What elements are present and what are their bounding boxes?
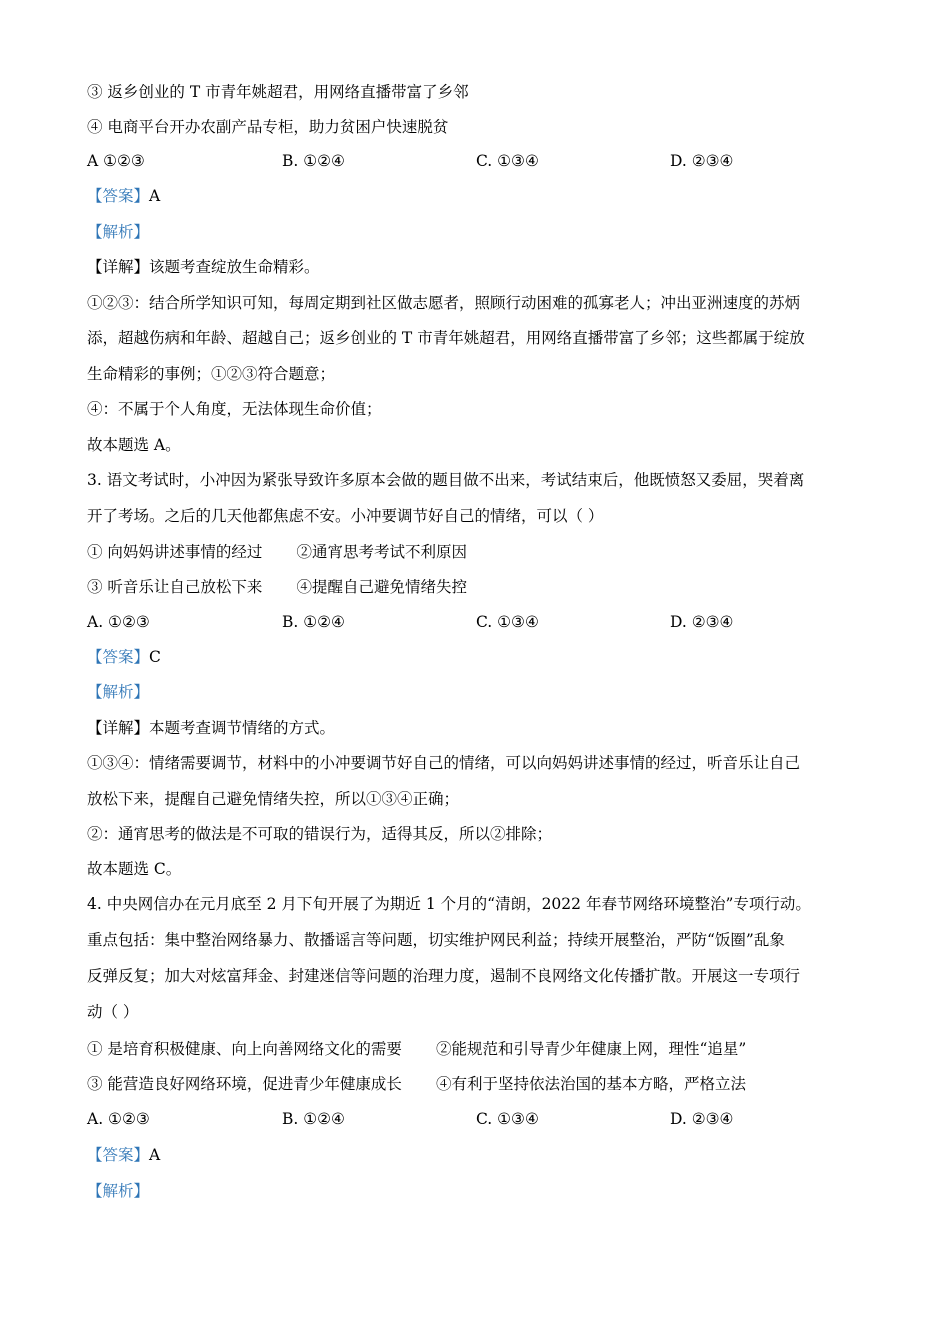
q2-item-4: ④ 电商平台开办农副产品专柜，助力贫困户快速脱贫 [87, 118, 449, 136]
q4-option-d: D. ②③④ [670, 1110, 734, 1128]
q2-detail: 该题考查绽放生命精彩。 [149, 258, 320, 276]
q2-option-d: D. ②③④ [670, 152, 734, 170]
q2-option-c: C. ①③④ [476, 152, 539, 170]
q4-answer-line [87, 1144, 160, 1166]
q2-explanation-1-line-3: 生命精彩的事例；①②③符合题意； [87, 365, 336, 383]
q3-detail: 本题考查调节情绪的方式。 [149, 719, 336, 737]
q4-stem-line-1: 4. 中央网信办在元月底至 2 月下旬开展了为期近 1 个月的“清朗，2022 年春节网络环境整治”专项行动。 [87, 895, 811, 913]
q2-answer: A [149, 187, 161, 205]
q4-stem-line-2: 重点包括：集中整治网络暴力、散播谣言等问题，切实维护网民利益；持续开展整治，严防“饭圈”乱象 [87, 931, 785, 949]
q2-answer-line [87, 185, 160, 207]
q3-explanation-1-line-2: 放松下来，提醒自己避免情绪失控，所以①③④正确； [87, 790, 460, 808]
q4-analysis-tag: 【解析】 [87, 1182, 150, 1200]
detail-tag: 【详解】 [87, 719, 150, 737]
detail-tag: 【详解】 [87, 258, 150, 276]
q3-option-b: B. ①②④ [282, 613, 345, 631]
q4-item-1: ① 是培育积极健康、向上向善网络文化的需要 [87, 1040, 402, 1058]
q3-items-row-1 [87, 541, 467, 563]
q2-conclusion: 故本题选 A。 [87, 436, 181, 454]
q2-detail-line [87, 256, 320, 278]
q4-stem-line-4: 动（ ） [87, 1003, 139, 1021]
q3-detail-line [87, 717, 335, 739]
q2-analysis-tag: 【解析】 [87, 223, 150, 241]
q2-item-3: ③ 返乡创业的 T 市青年姚超君，用网络直播带富了乡邻 [87, 83, 469, 101]
q4-item-2: ②能规范和引导青少年健康上网，理性“追星” [435, 1040, 747, 1058]
q3-item-1: ① 向妈妈讲述事情的经过 [87, 543, 263, 561]
q4-item-3: ③ 能营造良好网络环境，促进青少年健康成长 [87, 1075, 402, 1093]
answer-tag: 【答案】 [87, 648, 150, 666]
q4-items-row-2 [87, 1073, 746, 1095]
q4-item-4: ④有利于坚持依法治国的基本方略，严格立法 [435, 1075, 746, 1093]
q2-option-a: A ①②③ [87, 152, 145, 170]
q3-stem-line-2: 开了考场。之后的几天他都焦虑不安。小冲要调节好自己的情绪，可以（ ） [87, 507, 604, 525]
q3-answer-line [87, 646, 161, 668]
q3-explanation-2: ②：通宵思考的做法是不可取的错误行为，适得其反，所以②排除； [87, 825, 553, 843]
q3-option-c: C. ①③④ [476, 613, 539, 631]
q4-stem-line-3: 反弹反复；加大对炫富拜金、封建迷信等问题的治理力度，遏制不良网络文化传播扩散。开展这一专项行 [87, 967, 801, 985]
q3-item-4: ④提醒自己避免情绪失控 [296, 578, 467, 596]
answer-tag: 【答案】 [87, 1146, 150, 1164]
q3-explanation-1-line-1: ①③④：情绪需要调节，材料中的小冲要调节好自己的情绪，可以向妈妈讲述事情的经过，听音乐让自己 [87, 754, 801, 772]
q3-conclusion: 故本题选 C。 [87, 860, 182, 878]
q3-item-2: ②通宵思考考试不利原因 [296, 543, 467, 561]
q4-option-b: B. ①②④ [282, 1110, 345, 1128]
q3-option-a: A. ①②③ [87, 613, 150, 631]
q3-analysis-tag: 【解析】 [87, 683, 150, 701]
q2-explanation-2: ④：不属于个人角度，无法体现生命价值； [87, 400, 382, 418]
q2-explanation-1-line-1: ①②③：结合所学知识可知，每周定期到社区做志愿者，照顾行动困难的孤寡老人；冲出亚洲速度的苏炳 [87, 294, 801, 312]
q3-option-d: D. ②③④ [670, 613, 734, 631]
q4-items-row-1 [87, 1038, 746, 1060]
q3-items-row-2 [87, 576, 467, 598]
q4-answer: A [149, 1146, 161, 1164]
q4-option-c: C. ①③④ [476, 1110, 539, 1128]
q3-item-3: ③ 听音乐让自己放松下来 [87, 578, 263, 596]
q2-option-b: B. ①②④ [282, 152, 345, 170]
q4-option-a: A. ①②③ [87, 1110, 150, 1128]
q2-explanation-1-line-2: 添，超越伤病和年龄、超越自己；返乡创业的 T 市青年姚超君，用网络直播带富了乡邻；这些都属于绽放 [87, 329, 805, 347]
q3-stem-line-1: 3. 语文考试时，小冲因为紧张导致许多原本会做的题目做不出来，考试结束后，他既愤怒又委屈，哭着离 [87, 471, 805, 489]
q3-answer: C [149, 648, 161, 666]
answer-tag: 【答案】 [87, 187, 150, 205]
